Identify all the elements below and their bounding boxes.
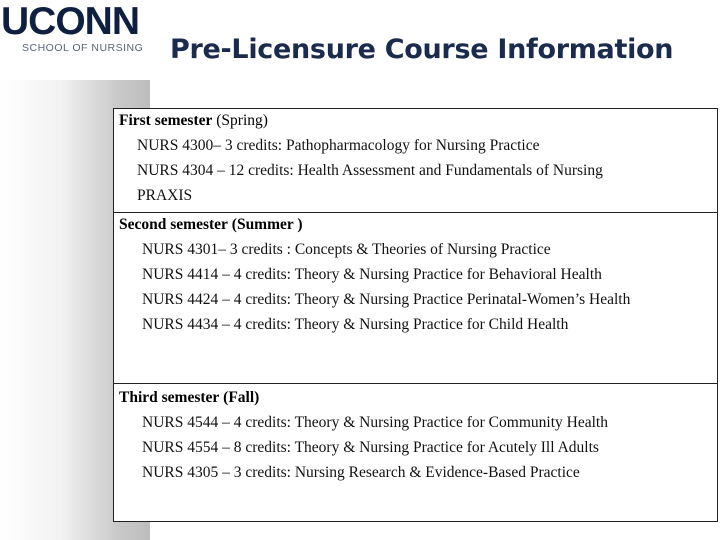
- semester-term: (Fall): [223, 389, 260, 406]
- course-line: NURS 4544 – 4 credits: Theory & Nursing Practice for Community Health: [142, 414, 608, 431]
- course-line: NURS 4301– 3 credits : Concepts & Theories of Nursing Practice: [142, 241, 551, 258]
- semester-name: Third semester: [119, 389, 220, 406]
- semester-term: (Spring): [216, 112, 268, 129]
- course-line: NURS 4434 – 4 credits: Theory & Nursing Practice for Child Health: [142, 316, 569, 333]
- semester-box-second: [113, 212, 718, 384]
- semester-term: (Summer ): [231, 216, 303, 233]
- logo-word: UCONN: [1, 0, 139, 43]
- page-title: Pre-Licensure Course Information: [170, 34, 674, 65]
- semester-box-first: [113, 108, 718, 213]
- course-line: NURS 4414 – 4 credits: Theory & Nursing Practice for Behavioral Health: [142, 266, 602, 283]
- semester-heading: [119, 216, 303, 234]
- semester-box-third: [113, 383, 718, 522]
- semester-name: Second semester: [119, 216, 228, 233]
- semester-heading: [119, 112, 268, 130]
- course-line: NURS 4554 – 8 credits: Theory & Nursing Practice for Acutely Ill Adults: [142, 439, 599, 456]
- course-line: NURS 4304 – 12 credits: Health Assessment and Fundamentals of Nursing: [137, 162, 603, 179]
- logo-subtitle: SCHOOL OF NURSING: [22, 42, 144, 54]
- semester-name: First semester: [119, 112, 213, 129]
- course-line: NURS 4305 – 3 credits: Nursing Research & Evidence-Based Practice: [142, 464, 580, 481]
- course-line: PRAXIS: [137, 187, 193, 204]
- course-line: NURS 4424 – 4 credits: Theory & Nursing Practice Perinatal-Women’s Health: [142, 291, 631, 308]
- uconn-logo: [0, 2, 150, 54]
- semester-heading: [119, 389, 259, 407]
- course-line: NURS 4300– 3 credits: Pathopharmacology for Nursing Practice: [137, 137, 540, 154]
